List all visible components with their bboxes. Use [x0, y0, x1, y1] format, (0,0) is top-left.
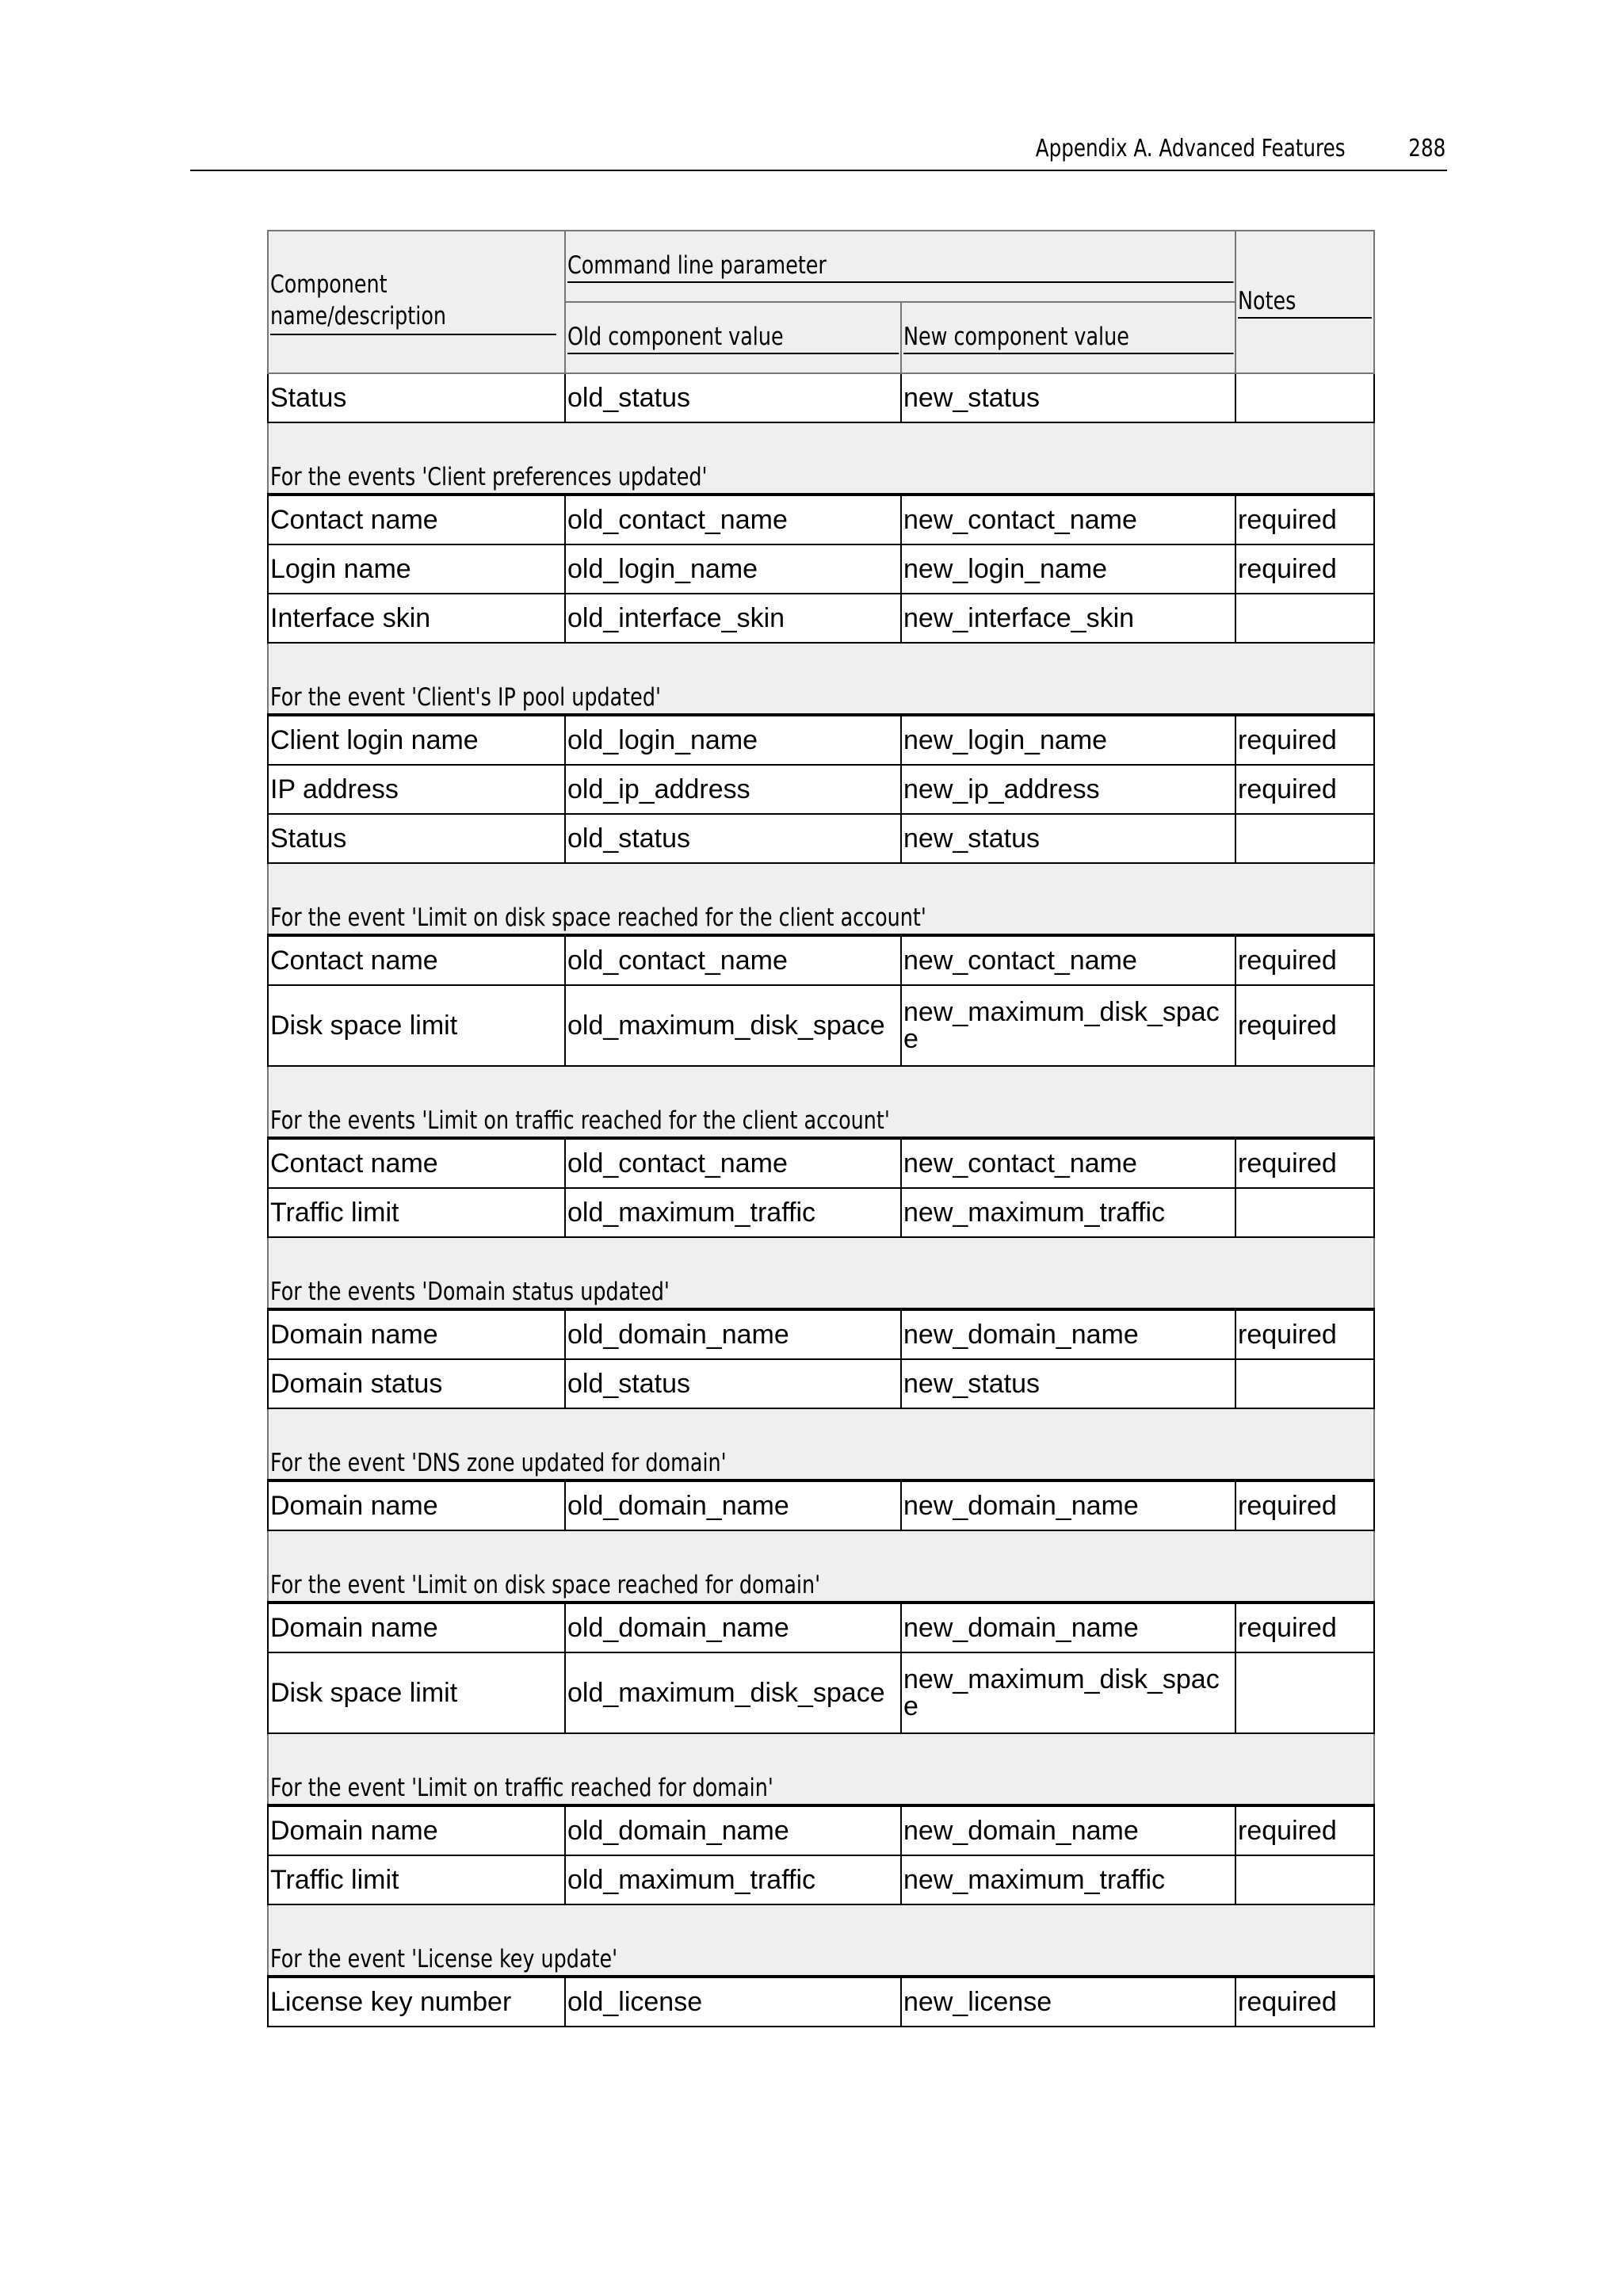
- new-value-cell: new_domain_name: [901, 1805, 1235, 1855]
- table-row: [268, 1977, 1374, 2027]
- old-value-cell: old_interface_skin: [565, 594, 901, 643]
- notes-cell: [1235, 1652, 1374, 1733]
- table-row: [268, 594, 1374, 643]
- notes-cell: required: [1235, 495, 1374, 544]
- header-new-value-cell: [901, 302, 1235, 373]
- new-value-cell: new_contact_name: [901, 1138, 1235, 1188]
- new-value-cell: new_interface_skin: [901, 594, 1235, 643]
- component-cell: Domain name: [268, 1480, 565, 1530]
- new-value-cell: new_status: [901, 814, 1235, 863]
- old-value-cell: old_login_name: [565, 544, 901, 594]
- running-header-title: Appendix A. Advanced Features: [1036, 135, 1346, 162]
- section-heading-cell: [268, 1530, 1374, 1603]
- old-value-cell: old_license: [565, 1977, 901, 2027]
- notes-cell: [1235, 373, 1374, 422]
- old-value-cell: old_ip_address: [565, 765, 901, 814]
- section-row: [268, 1237, 1374, 1309]
- old-value-cell: old_contact_name: [565, 1138, 901, 1188]
- table-row: [268, 985, 1374, 1066]
- notes-cell: [1235, 1359, 1374, 1408]
- header-command-line-cell: [565, 231, 1235, 302]
- section-heading-cell: [268, 1408, 1374, 1480]
- notes-cell: required: [1235, 544, 1374, 594]
- component-cell: Disk space limit: [268, 985, 565, 1066]
- notes-cell: required: [1235, 935, 1374, 985]
- component-cell: Domain name: [268, 1603, 565, 1652]
- section-heading: For the event 'Limit on traffic reached for domain': [270, 1774, 773, 1802]
- table-row: [268, 373, 1374, 422]
- section-row: [268, 863, 1374, 935]
- old-value-cell: old_status: [565, 373, 901, 422]
- new-value-cell: new_domain_name: [901, 1309, 1235, 1359]
- component-cell: License key number: [268, 1977, 565, 2027]
- old-value-cell: old_domain_name: [565, 1805, 901, 1855]
- notes-cell: required: [1235, 765, 1374, 814]
- component-cell: Contact name: [268, 935, 565, 985]
- notes-cell: required: [1235, 1603, 1374, 1652]
- old-value-cell: old_login_name: [565, 715, 901, 765]
- table-body: [268, 373, 1374, 2027]
- new-value-cell: new_ip_address: [901, 765, 1235, 814]
- component-cell: Domain status: [268, 1359, 565, 1408]
- component-cell: Interface skin: [268, 594, 565, 643]
- section-heading: For the event 'Limit on disk space reached for the client account': [270, 904, 926, 932]
- new-value-cell: new_maximum_traffic: [901, 1855, 1235, 1904]
- notes-cell: required: [1235, 1805, 1374, 1855]
- table-row: [268, 1855, 1374, 1904]
- component-cell: Contact name: [268, 1138, 565, 1188]
- section-heading-cell: [268, 1066, 1374, 1138]
- section-row: [268, 1733, 1374, 1805]
- new-value-cell: new_contact_name: [901, 495, 1235, 544]
- table-row: [268, 1652, 1374, 1733]
- old-value-cell: old_maximum_traffic: [565, 1188, 901, 1237]
- section-heading: For the event 'DNS zone updated for domain': [270, 1449, 727, 1477]
- new-value-cell: new_contact_name: [901, 935, 1235, 985]
- new-value-cell: new_status: [901, 1359, 1235, 1408]
- component-cell: Traffic limit: [268, 1855, 565, 1904]
- section-row: [268, 1408, 1374, 1480]
- notes-cell: required: [1235, 985, 1374, 1066]
- section-heading-cell: [268, 1904, 1374, 1977]
- table-row: [268, 1309, 1374, 1359]
- component-cell: Domain name: [268, 1309, 565, 1359]
- section-heading: For the events 'Limit on traffic reached for the client account': [270, 1106, 890, 1135]
- header-component-cell: [268, 231, 565, 373]
- header-notes-cell: [1235, 231, 1374, 373]
- section-heading-cell: [268, 643, 1374, 715]
- section-heading: For the events 'Domain status updated': [270, 1278, 670, 1306]
- header-component-label: Component name/description: [270, 269, 556, 335]
- component-cell: Login name: [268, 544, 565, 594]
- table-row: [268, 715, 1374, 765]
- notes-cell: required: [1235, 1480, 1374, 1530]
- notes-cell: [1235, 814, 1374, 863]
- table-row: [268, 814, 1374, 863]
- header-new-value-label: New component value: [903, 321, 1233, 354]
- old-value-cell: old_domain_name: [565, 1603, 901, 1652]
- component-cell: Domain name: [268, 1805, 565, 1855]
- new-value-cell: new_license: [901, 1977, 1235, 2027]
- new-value-cell: new_maximum_disk_space: [901, 985, 1235, 1066]
- component-cell: Traffic limit: [268, 1188, 565, 1237]
- header-old-value-label: Old component value: [567, 321, 899, 354]
- component-cell: Status: [268, 373, 565, 422]
- old-value-cell: old_status: [565, 1359, 901, 1408]
- section-heading: For the event 'Limit on disk space reached for domain': [270, 1571, 821, 1599]
- header-command-line-label: Command line parameter: [567, 250, 1233, 283]
- notes-cell: [1235, 594, 1374, 643]
- section-row: [268, 1904, 1374, 1977]
- section-row: [268, 1066, 1374, 1138]
- table-row: [268, 1480, 1374, 1530]
- section-heading-cell: [268, 1237, 1374, 1309]
- section-row: [268, 643, 1374, 715]
- component-cell: Disk space limit: [268, 1652, 565, 1733]
- new-value-cell: new_maximum_traffic: [901, 1188, 1235, 1237]
- table-row: [268, 1138, 1374, 1188]
- table-row: [268, 544, 1374, 594]
- table-row: [268, 1188, 1374, 1237]
- notes-cell: required: [1235, 1977, 1374, 2027]
- component-cell: Contact name: [268, 495, 565, 544]
- notes-cell: [1235, 1855, 1374, 1904]
- table-row: [268, 495, 1374, 544]
- section-row: [268, 422, 1374, 495]
- component-cell: Status: [268, 814, 565, 863]
- section-heading: For the events 'Client preferences updated': [270, 463, 708, 491]
- section-heading-cell: [268, 1733, 1374, 1805]
- section-heading: For the event 'Client's IP pool updated': [270, 683, 661, 712]
- new-value-cell: new_domain_name: [901, 1480, 1235, 1530]
- notes-cell: [1235, 1188, 1374, 1237]
- table-header: [268, 231, 1374, 373]
- section-heading-cell: [268, 863, 1374, 935]
- old-value-cell: old_domain_name: [565, 1309, 901, 1359]
- old-value-cell: old_domain_name: [565, 1480, 901, 1530]
- new-value-cell: new_login_name: [901, 715, 1235, 765]
- parameters-table: [267, 230, 1375, 2027]
- new-value-cell: new_maximum_disk_space: [901, 1652, 1235, 1733]
- component-cell: IP address: [268, 765, 565, 814]
- notes-cell: required: [1235, 715, 1374, 765]
- header-old-value-cell: [565, 302, 901, 373]
- section-heading-cell: [268, 422, 1374, 495]
- new-value-cell: new_domain_name: [901, 1603, 1235, 1652]
- page-number: 288: [1408, 135, 1445, 162]
- table-row: [268, 1603, 1374, 1652]
- old-value-cell: old_contact_name: [565, 495, 901, 544]
- table-row: [268, 1359, 1374, 1408]
- component-cell: Client login name: [268, 715, 565, 765]
- table-row: [268, 935, 1374, 985]
- page-header: [190, 133, 1447, 171]
- notes-cell: required: [1235, 1309, 1374, 1359]
- old-value-cell: old_contact_name: [565, 935, 901, 985]
- new-value-cell: new_status: [901, 373, 1235, 422]
- old-value-cell: old_maximum_traffic: [565, 1855, 901, 1904]
- old-value-cell: old_maximum_disk_space: [565, 1652, 901, 1733]
- table-row: [268, 765, 1374, 814]
- notes-cell: required: [1235, 1138, 1374, 1188]
- section-row: [268, 1530, 1374, 1603]
- old-value-cell: old_status: [565, 814, 901, 863]
- section-heading: For the event 'License key update': [270, 1945, 618, 1973]
- new-value-cell: new_login_name: [901, 544, 1235, 594]
- old-value-cell: old_maximum_disk_space: [565, 985, 901, 1066]
- table-row: [268, 1805, 1374, 1855]
- header-notes-label: Notes: [1238, 285, 1372, 319]
